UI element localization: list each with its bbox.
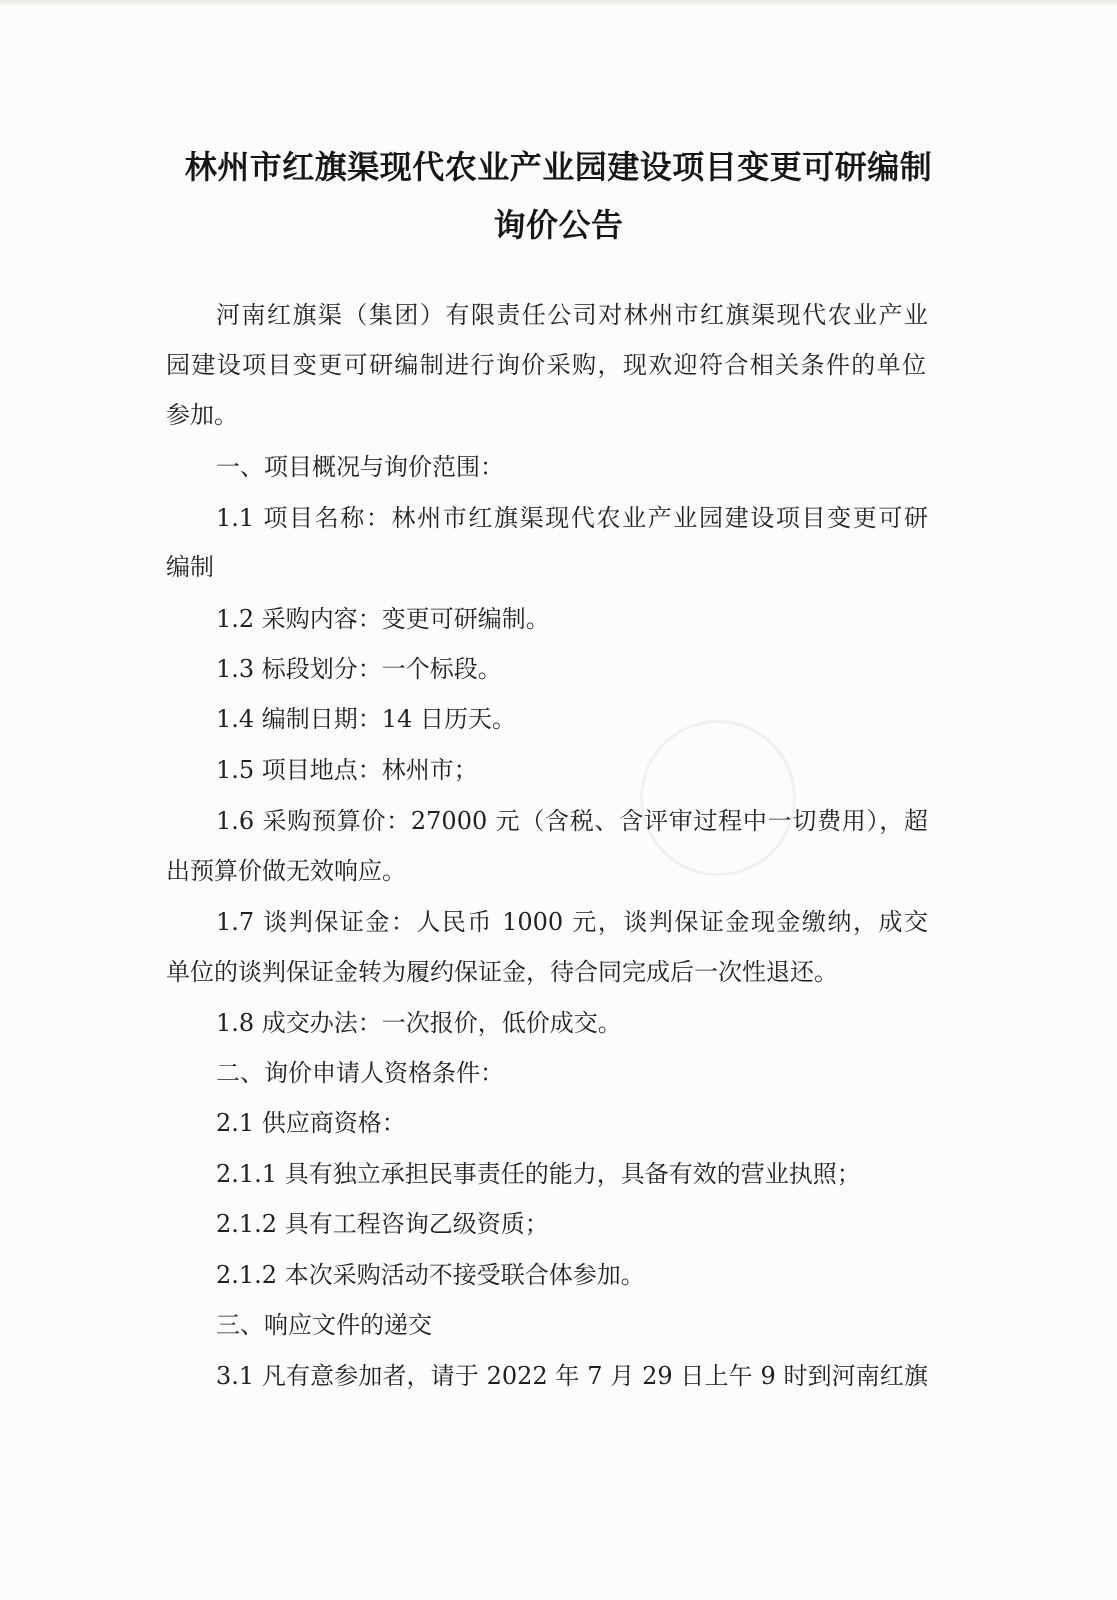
document-title-line2: 询价公告 (493, 206, 624, 244)
item-1-4: 1.4 编制日期：14 日历天。 (216, 705, 516, 733)
item-1-5: 1.5 项目地点：林州市； (216, 756, 478, 784)
item-1-3: 1.3 标段划分：一个标段。 (216, 655, 502, 683)
item-1-8: 1.8 成交办法：一次报价，低价成交。 (216, 1009, 622, 1037)
item-2-1-2: 2.1.2 具有工程咨询乙级资质； (216, 1210, 549, 1238)
section3-heading: 三、响应文件的递交 (216, 1311, 432, 1339)
section1-heading: 一、项目概况与询价范围： (216, 453, 504, 481)
item-1-7-line2: 单位的谈判保证金转为履约保证金，待合同完成后一次性退还。 (166, 958, 838, 986)
item-1-1-line2: 编制 (166, 553, 214, 581)
item-2-1-1: 2.1.1 具有独立承担民事责任的能力，具备有效的营业执照； (216, 1160, 861, 1188)
faint-stamp-bleedthrough (640, 720, 796, 876)
item-1-6-line2: 出预算价做无效响应。 (166, 857, 406, 885)
intro-line2: 园建设项目变更可研编制进行询价采购，现欢迎符合相关条件的单位 (166, 351, 926, 379)
item-1-6-line1: 1.6 采购预算价：27000 元（含税、含评审过程中一切费用），超 (216, 807, 928, 835)
item-2-1: 2.1 供应商资格： (216, 1109, 406, 1137)
intro-line1: 河南红旗渠（集团）有限责任公司对林州市红旗渠现代农业产业 (216, 301, 928, 329)
item-1-1-line1: 1.1 项目名称：林州市红旗渠现代农业产业园建设项目变更可研 (216, 504, 928, 532)
intro-line3: 参加。 (166, 401, 238, 429)
document-title-line1: 林州市红旗渠现代农业产业园建设项目变更可研编制 (184, 148, 933, 186)
item-2-1-2b: 2.1.2 本次采购活动不接受联合体参加。 (216, 1261, 645, 1289)
scan-edge (0, 0, 1117, 6)
item-1-2: 1.2 采购内容：变更可研编制。 (216, 605, 550, 633)
item-1-7-line1: 1.7 谈判保证金：人民币 1000 元，谈判保证金现金缴纳，成交 (216, 908, 928, 936)
section2-heading: 二、询价申请人资格条件： (216, 1059, 504, 1087)
item-3-1: 3.1 凡有意参加者，请于 2022 年 7 月 29 日上午 9 时到河南红旗 (216, 1362, 928, 1390)
